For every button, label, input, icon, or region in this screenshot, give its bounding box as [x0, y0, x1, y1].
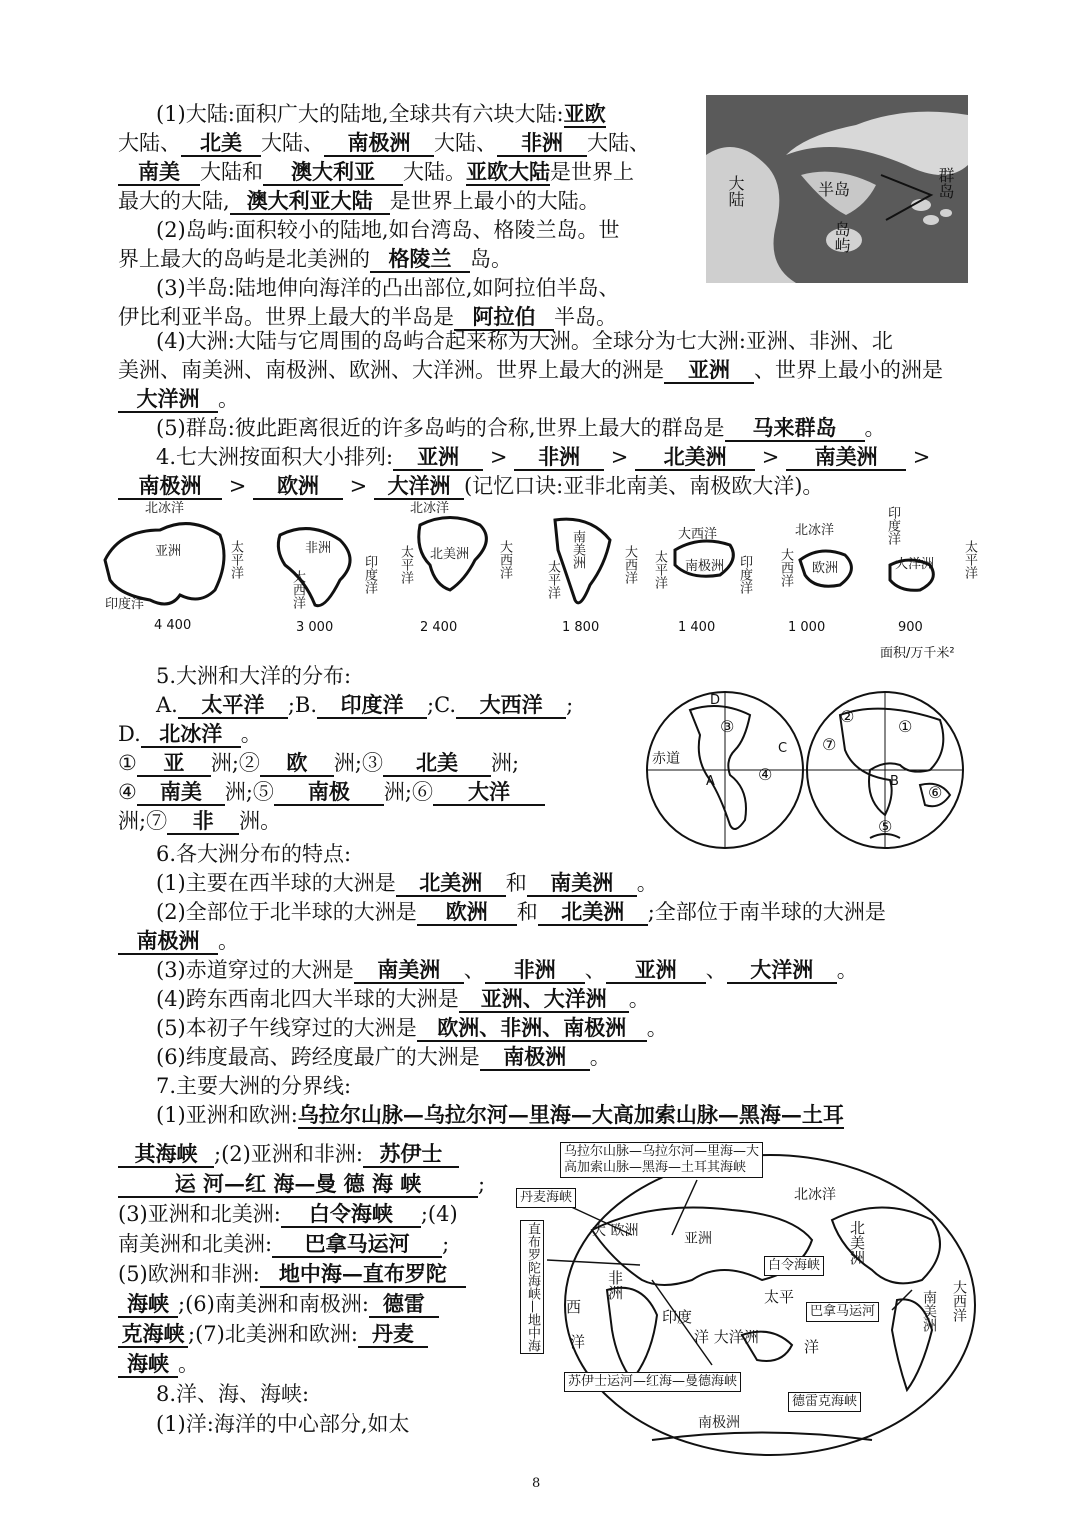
map-label-yang: 洋 — [570, 1333, 586, 1351]
q7-p5-cont: 海峡 ;(6)南美洲和南极洲: 德雷 — [118, 1290, 439, 1318]
cont-label-yinduyang-1: 印度洋 — [105, 597, 145, 612]
cont-label-dayangzhou: 大洋洲 — [895, 557, 935, 572]
q6-title: 6.各大洲分布的特点: — [156, 842, 352, 866]
map-label-yindu: 印度 — [662, 1308, 693, 1326]
area-africa: 3 000 — [296, 620, 334, 635]
map-box-suyishi: 苏伊士运河—红海—曼德海峡 — [564, 1372, 741, 1392]
cont-label-taipingyang-5: 太平洋 — [962, 540, 977, 579]
s2-line1: (2)岛屿:面积较小的陆地,如台湾岛、格陵兰岛。世 — [156, 218, 620, 242]
map-label-nanji: 南极洲 — [698, 1415, 740, 1431]
q4-line2: 南极洲 > 欧洲 > 大洋洲 (记忆口诀:亚非北南美、南极欧大洋)。 — [118, 472, 823, 500]
globe-label-chidao: 赤道 — [652, 751, 680, 767]
map-label-daxi2: 大西洋 — [951, 1280, 967, 1322]
s1-line3: 南美 大陆和 澳大利亚 大陆。亚欧大陆是世界上 — [118, 158, 634, 186]
s4-line1: (4)大洲:大陆与它周围的岛屿合起来称为大洲。全球分为七大洲:亚洲、非洲、北 — [156, 329, 893, 353]
globe-label-n7: ⑦ — [822, 735, 837, 754]
area-asia: 4 400 — [154, 618, 192, 633]
map-label-yang2: 洋 — [804, 1338, 820, 1356]
s1-line1: (1)大陆:面积广大的陆地,全球共有六块大陆:亚欧 — [156, 101, 606, 126]
s2-line2: 界上最大的岛屿是北美洲的 格陵兰 岛。 — [118, 246, 512, 271]
globe-label-n3: ③ — [720, 717, 735, 736]
q7-p6-cont: 克海峡 ;(7)北美洲和欧洲: 丹麦 — [118, 1320, 428, 1348]
s5-line1: (5)群岛:彼此距离很近的许多岛屿的合称,世界上最大的群岛是 马来群岛 。 — [156, 415, 886, 440]
globe-label-n5: ⑤ — [878, 817, 893, 836]
cont-label-daxiyang-2: 大西洋 — [497, 540, 512, 579]
s3-line1: (3)半岛:陆地伸向海洋的凸出部位,如阿拉伯半岛、 — [156, 276, 620, 300]
cont-label-taipingyang-1: 太平洋 — [228, 540, 243, 579]
q6-p1: (1)主要在西半球的大洲是 北美洲 和 南美洲 。 — [156, 870, 658, 895]
cont-label-beimeizhou: 北美洲 — [430, 547, 470, 562]
hemisphere-globes — [640, 690, 970, 850]
q7-p1-cont: 其海峡 ;(2)亚洲和非洲: 苏伊士 — [118, 1140, 459, 1168]
s1-line4: 最大的大陆, 澳大利亚大陆 是世界上最小的大陆。 — [118, 188, 600, 213]
map-label-taiping: 太平 — [764, 1288, 795, 1306]
s4-line3: 大洋洲 。 — [118, 385, 239, 413]
cont-label-daxiyang-3: 大西洋 — [622, 545, 637, 584]
cont-label-daxiyang-1: 大西洋 — [290, 570, 305, 609]
landform-photo — [706, 95, 968, 283]
cont-label-taipingyang-4: 太平洋 — [652, 550, 667, 589]
q7-p5: (5)欧洲和非洲: 地中海—直布罗陀 — [118, 1260, 466, 1288]
q7-p2-cont: 运 河—红 海—曼 德 海 峡 ; — [118, 1170, 485, 1198]
cont-label-beibingyang-3: 北冰洋 — [795, 523, 835, 538]
cont-label-yinduyang-3: 印度洋 — [737, 555, 752, 594]
map-label-dayang: 洋 大洋洲 — [694, 1328, 759, 1346]
q7-p1: (1)亚洲和欧洲:乌拉尔山脉—乌拉尔河—里海—大高加索山脉—黑海—土耳 — [156, 1102, 844, 1127]
map-box-panama: 巴拿马运河 — [806, 1302, 879, 1322]
q5-line1: A. 太平洋 ;B. 印度洋 ;C. 大西洋 ; — [156, 692, 574, 717]
map-box-delei: 德雷克海峡 — [788, 1392, 861, 1412]
globe-label-n2: ② — [840, 707, 855, 726]
world-boundary-map — [512, 1140, 980, 1470]
q5-line5: 洲;⑦ 非 洲。 — [118, 808, 282, 833]
cont-label-yinduyang-2: 印度洋 — [362, 555, 377, 594]
q6-p5: (5)本初子午线穿过的大洲是 欧洲、非洲、南极洲 。 — [156, 1015, 668, 1040]
map-label-beimei: 北美洲 — [848, 1220, 866, 1265]
q8-p1: (1)洋:海洋的中心部分,如太 — [156, 1412, 410, 1436]
globe-label-n6: ⑥ — [928, 783, 943, 802]
q6-p6: (6)纬度最高、跨经度最广的大洲是 南极洲 。 — [156, 1044, 611, 1069]
map-label-nanmei: 南美洲 — [921, 1290, 937, 1332]
map-box-bailing: 白令海峡 — [764, 1256, 824, 1276]
map-box-zhibuluotuo: 直布罗陀海峡—地中海 — [520, 1220, 544, 1354]
globe-label-A: A — [706, 774, 715, 789]
cont-label-feizhou: 非洲 — [305, 541, 332, 556]
globe-label-n1: ① — [898, 717, 913, 736]
q7-p4: 南美洲和北美洲: 巴拿马运河 ; — [118, 1231, 450, 1256]
q5-line2: D. 北冰洋 。 — [118, 721, 262, 746]
q5-line3: ① 亚 洲;② 欧 洲;③ 北美 洲; — [118, 750, 520, 775]
area-europe: 1 000 — [788, 620, 826, 635]
cont-label-nanjizhou: 南极洲 — [685, 559, 725, 574]
area-unit: 面积/万千米² — [880, 646, 955, 661]
q7-p7-cont: 海峡 。 — [118, 1350, 199, 1378]
globe-label-C: C — [778, 741, 788, 756]
continents-outlines — [100, 500, 980, 660]
area-south-america: 1 800 — [562, 620, 600, 635]
page-number: 8 — [532, 1476, 541, 1491]
photo-label-dalu: 大陆 — [726, 175, 745, 207]
globe-label-D: D — [710, 693, 721, 708]
continents-strip — [100, 500, 980, 660]
q8-title: 8.洋、海、海峡: — [156, 1382, 310, 1406]
cont-label-daxiyang-5: 大西洋 — [778, 548, 793, 587]
q5-title: 5.大洲和大洋的分布: — [156, 664, 352, 688]
cont-label-beibingyang-1: 北冰洋 — [145, 501, 185, 516]
q4-line1: 4.七大洲按面积大小排列: 亚洲 > 非洲 > 北美洲 > 南美洲 > — [156, 444, 931, 469]
photo-label-bandao: 半岛 — [818, 180, 851, 199]
area-north-america: 2 400 — [420, 620, 458, 635]
photo-label-daoyu: 岛屿 — [832, 221, 851, 253]
map-label-yazhou: 亚洲 — [684, 1231, 712, 1247]
photo-label-qundao: 群岛 — [936, 167, 955, 199]
cont-label-yazhou: 亚洲 — [155, 544, 182, 559]
q6-p2: (2)全部位于北半球的大洲是 欧洲 和 北美洲 ;全部位于南半球的大洲是 — [156, 899, 886, 924]
map-box-ural: 乌拉尔山脉—乌拉尔河—里海—大 高加索山脉—黑海—土耳其海峡 — [560, 1142, 763, 1178]
s4-line2: 美洲、南美洲、南极洲、欧洲、大洋洲。世界上最大的洲是 亚洲 、世界上最小的洲是 — [118, 357, 943, 382]
q7-title: 7.主要大洲的分界线: — [156, 1074, 352, 1098]
s1-line2: 大陆、 北美 大陆、 南极洲 大陆、 非洲 大陆、 — [118, 130, 650, 155]
cont-label-ouzhou: 欧洲 — [812, 561, 839, 576]
cont-label-taipingyang-2: 太平洋 — [398, 545, 413, 584]
cont-label-taipingyang-3: 太平洋 — [545, 560, 560, 599]
q6-p4: (4)跨东西南北四大半球的大洲是 亚洲、大洋洲 。 — [156, 986, 650, 1011]
area-antarctica: 1 400 — [678, 620, 716, 635]
q5-line4: ④ 南美 洲;⑤ 南极 洲;⑥ 大洋 — [118, 778, 545, 806]
world-map-drawing — [512, 1140, 980, 1470]
cont-label-yinduyang-4: 印度洋 — [885, 506, 900, 545]
map-label-ouzhou: 大 欧洲 — [592, 1223, 639, 1239]
s3-line2: 伊比利亚半岛。世界上最大的半岛是 阿拉伯 半岛。 — [118, 304, 617, 329]
area-oceania: 900 — [898, 620, 923, 635]
cont-label-daxiyang-4: 大西洋 — [678, 527, 718, 542]
globes-drawing — [640, 690, 970, 850]
map-box-danmai: 丹麦海峡 — [516, 1188, 576, 1208]
q6-p3: (3)赤道穿过的大洲是 南美洲 、 非洲 、 亚洲 、 大洋洲 。 — [156, 957, 858, 982]
map-label-xi: 西 — [566, 1298, 582, 1316]
map-label-feizhou: 非洲 — [606, 1270, 624, 1300]
map-label-beibingyang: 北冰洋 — [794, 1187, 836, 1203]
q6-p2-cont: 南极洲 。 — [118, 927, 239, 955]
globe-label-B: B — [890, 774, 899, 789]
globe-label-n4: ④ — [758, 765, 773, 784]
q7-p3: (3)亚洲和北美洲: 白令海峡 ;(4) — [118, 1201, 458, 1226]
cont-label-beibingyang-2: 北冰洋 — [410, 501, 450, 516]
cont-label-nanmeizhou: 南美洲 — [570, 530, 585, 569]
